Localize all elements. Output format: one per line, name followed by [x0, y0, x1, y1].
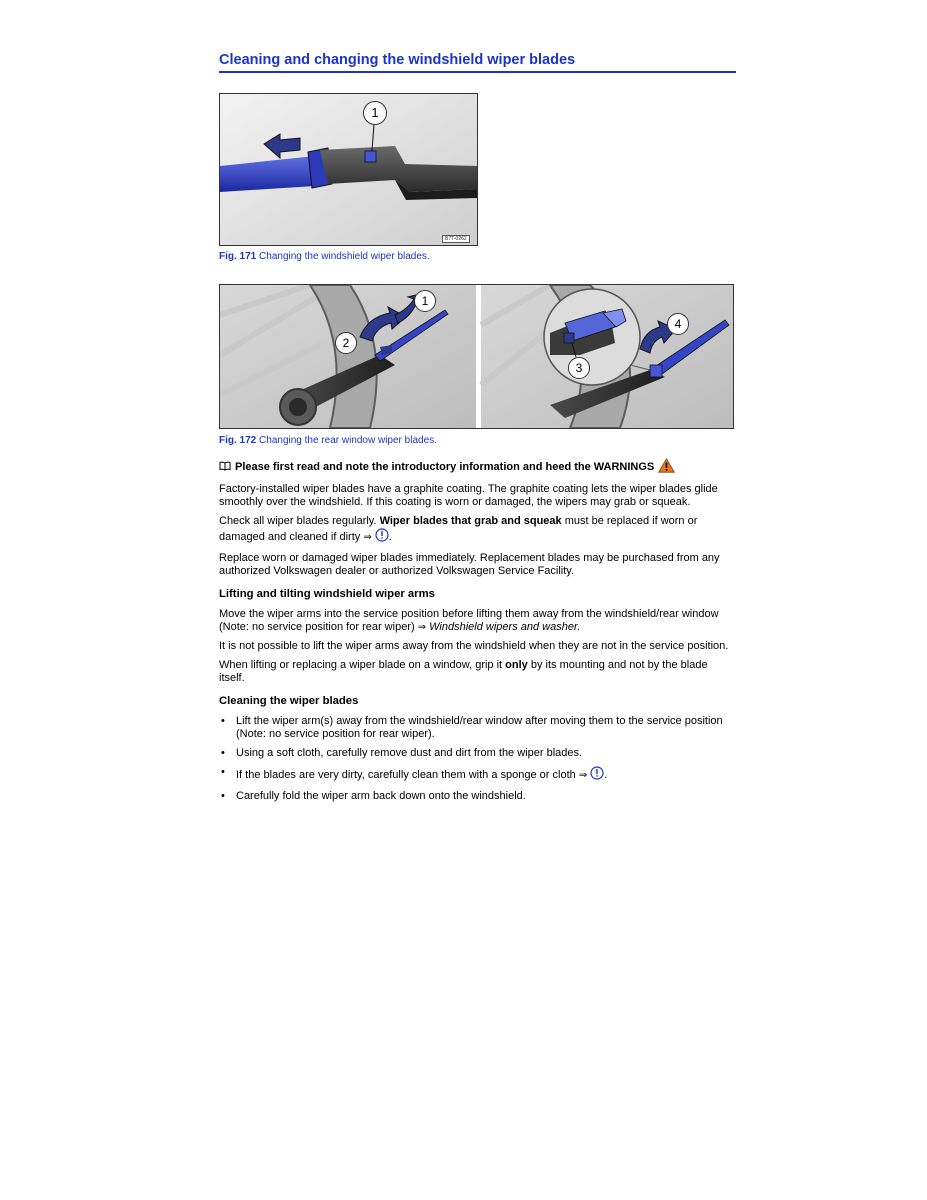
notice-circle-icon[interactable] [590, 766, 604, 784]
callout-2: 2 [335, 332, 357, 354]
cleaning-heading: Cleaning the wiper blades [219, 695, 359, 707]
lifting-p1-text: Move the wiper arms into the service position before lifting them away from the windshield/rear window (Note: no service position for rear wiper) [219, 608, 719, 633]
lifting-paragraph-3 [219, 659, 736, 685]
notice-circle-icon[interactable] [375, 528, 389, 546]
figure-171-label: Fig. 171 [219, 251, 257, 262]
lifting-p3-b: by its mounting and not by the blade itself. [219, 659, 708, 684]
intro-line [219, 458, 736, 477]
figure-172-text: Changing the rear window wiper blades. [259, 435, 437, 446]
lifting-paragraph-1 [219, 608, 736, 634]
ref-arrow: ⇒ [363, 532, 372, 543]
ref-arrow: ⇒ [417, 622, 427, 633]
callout-1: 1 [414, 290, 436, 312]
figure-172-caption [219, 435, 437, 446]
lifting-p3-bold: only [505, 659, 528, 671]
paragraph-check [219, 515, 736, 546]
figure-171-caption [219, 251, 430, 262]
book-icon [219, 461, 231, 475]
section-title: Cleaning and changing the windshield wiper blades [219, 52, 736, 73]
cleaning-list [219, 715, 736, 803]
list-item-period: . [604, 769, 608, 781]
callout-1: 1 [363, 101, 387, 125]
callout-3: 3 [568, 357, 590, 379]
warning-triangle-icon[interactable] [658, 458, 675, 477]
figure-171-text: Changing the windshield wiper blades. [259, 251, 430, 262]
intro-text: Please first read and note the introductory information and heed the WARNINGS [235, 461, 655, 473]
body-text [219, 458, 736, 809]
figure-171-code: B7T-0262 [442, 235, 470, 243]
lifting-paragraph-2: It is not possible to lift the wiper arms away from the windshield when they are not in the service position. [219, 640, 729, 652]
windshield-wipers-link[interactable]: Windshield wipers and washer. [429, 621, 581, 633]
paragraph-check-bold: Wiper blades that grab and squeak [379, 515, 562, 527]
lifting-p3-a: When lifting or replacing a wiper blade on a window, grip it [219, 659, 506, 671]
list-item: • Using a soft cloth, carefully remove dust and dirt from the wiper blades. [219, 747, 736, 760]
paragraph-check-b: must be replaced if worn or damaged and cleaned if dirty [219, 515, 698, 543]
paragraph-replace: Replace worn or damaged wiper blades immediately. Replacement blades may be purchased from any authorized Volkswagen dealer or authorized Volkswagen Service Facility. [219, 552, 720, 577]
list-item-text: If the blades are very dirty, carefully clean them with a sponge or cloth [236, 769, 579, 781]
list-item: • Carefully fold the wiper arm back down onto the windshield. [219, 790, 736, 803]
paragraph-check-period: . [388, 531, 392, 543]
figure-172-image [219, 284, 734, 429]
paragraph-graphite: Factory-installed wiper blades have a graphite coating. The graphite coating lets the wiper blades glide smoothly over the windshield. If this coating is worn or damaged, the wipers may grab or squeak. [219, 483, 718, 508]
list-item: • Lift the wiper arm(s) away from the windshield/rear window after moving them to the service position (Note: no service position for rear wiper). [219, 715, 736, 741]
ref-arrow: ⇒ [578, 770, 588, 781]
figure-172-label: Fig. 172 [219, 435, 257, 446]
lifting-heading: Lifting and tilting windshield wiper arms [219, 588, 435, 600]
figure-171-image [219, 93, 478, 246]
callout-4: 4 [667, 313, 689, 335]
paragraph-check-a: Check all wiper blades regularly. [219, 515, 380, 527]
list-item [219, 766, 736, 784]
